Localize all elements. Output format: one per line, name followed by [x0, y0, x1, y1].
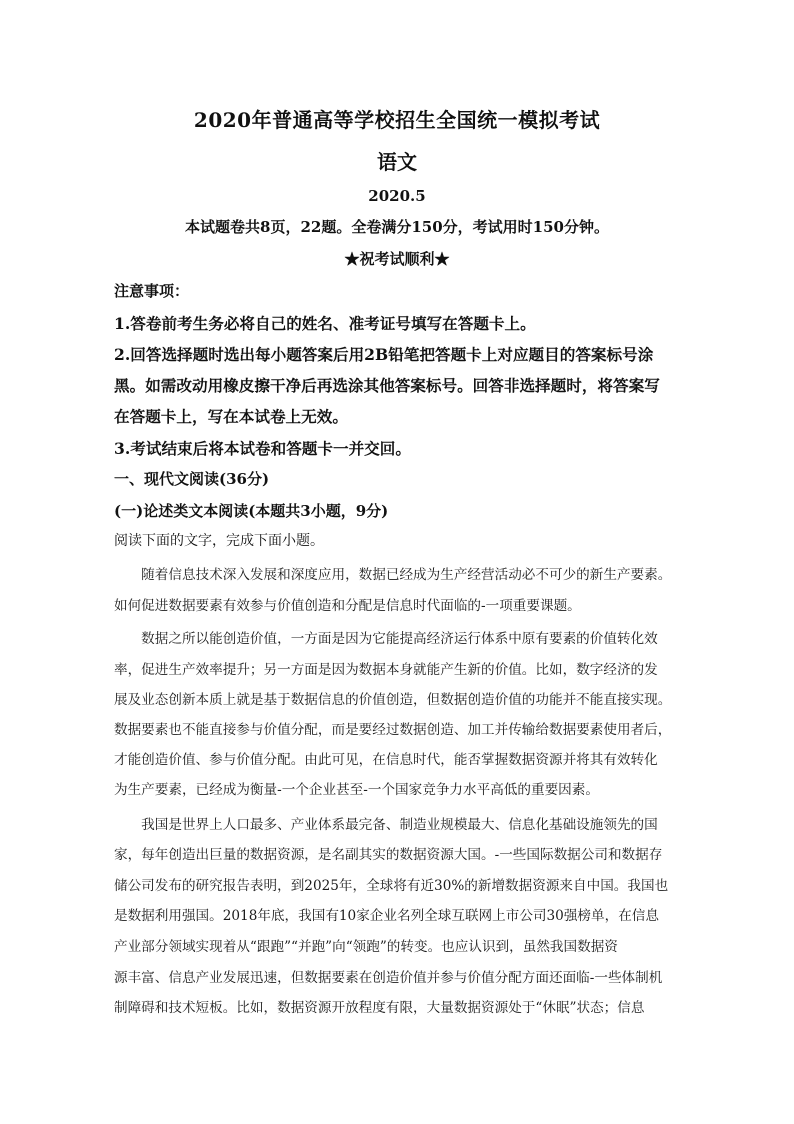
exam-date: 2020.5	[368, 187, 426, 205]
passage-line: 数据要素也不能直接参与价值分配，而是要经过数据创造、加工并传输给数据要素使用者后，	[114, 722, 672, 738]
passage-line: 为生产要素，已经成为衡量-一个企业甚至-一个国家竞争力水平高低的重要因素。	[114, 782, 599, 798]
passage-line: 制障碍和技术短板。比如，数据资源开放程度有限，大量数据资源处于“休眠”状态；信息	[114, 1000, 645, 1016]
passage-line: 随着信息技术深入发展和深度应用，数据已经成为生产经营活动必不可少的新生产要素。	[114, 567, 672, 583]
passage-line: 率，促进生产效率提升；另一方面是因为数据本身就能产生新的价值。比如，数字经济的发	[114, 662, 658, 678]
exam-title: 2020年普通高等学校招生全国统一模拟考试	[193, 108, 601, 132]
note-line: 3.考试结束后将本试卷和答题卡一并交回。	[114, 439, 411, 458]
notes-heading: 注意事项：	[114, 282, 190, 300]
exam-info: 本试题卷共8页，22题。全卷满分150分，考试用时150分钟。	[185, 218, 609, 236]
note-line: 黑。如需改动用橡皮擦干净后再选涂其他答案标号。回答非选择题时，将答案写	[114, 376, 660, 395]
subject-title: 语文	[377, 150, 417, 174]
note-line: 1.答卷前考生务必将自己的姓名、准考证号填写在答题卡上。	[114, 314, 536, 333]
passage-line: 我国是世界上人口最多、产业体系最完备、制造业规模最大、信息化基础设施领先的国	[114, 817, 658, 833]
section-title: 一、现代文阅读(36分)	[114, 470, 270, 488]
passage-line: 如何促进数据要素有效参与价值创造和分配是信息时代面临的-一项重要课题。	[114, 598, 581, 614]
reading-instruction: 阅读下面的文字，完成下面小题。	[114, 533, 324, 549]
passage-line: 产业部分领域实现着从“跟跑”“并跑”向“领跑”的转变。也应认识到，虽然我国数据资	[114, 939, 618, 955]
subsection-title: (一)论述类文本阅读(本题共3小题，9分)	[114, 502, 389, 520]
passage-line: 数据之所以能创造价值，一方面是因为它能提高经济运行体系中原有要素的价值转化效	[114, 631, 658, 647]
passage-line: 展及业态创新本质上就是基于数据信息的价值创造，但数据创造价值的功能并不能直接实现。	[114, 692, 672, 708]
note-line: 在答题卡上，写在本试卷上无效。	[114, 407, 348, 426]
passage-line: 家，每年创造出巨量的数据资源，是名副其实的数据资源大国。-一些国际数据公司和数据存	[114, 847, 663, 863]
note-line: 2.回答选择题时选出每小题答案后用2B铅笔把答题卡上对应题目的答案标号涂	[114, 345, 654, 364]
passage-line: 才能创造价值、参与价值分配。由此可见，在信息时代，能否掌握数据资源并将其有效转化	[114, 752, 658, 768]
passage-line: 源丰富、信息产业发展迅速，但数据要素在创造价值并参与价值分配方面还面临-一些体制机	[114, 970, 663, 986]
good-luck-line: ★祝考试顺利★	[344, 250, 450, 268]
passage-line: 储公司发布的研究报告表明，到2025年，全球将有近30%的新增数据资源来自中国。我国也	[114, 878, 669, 894]
passage-line: 是数据利用强国。2018年底，我国有10家企业名列全球互联网上市公司30强榜单，在信息	[114, 908, 659, 924]
